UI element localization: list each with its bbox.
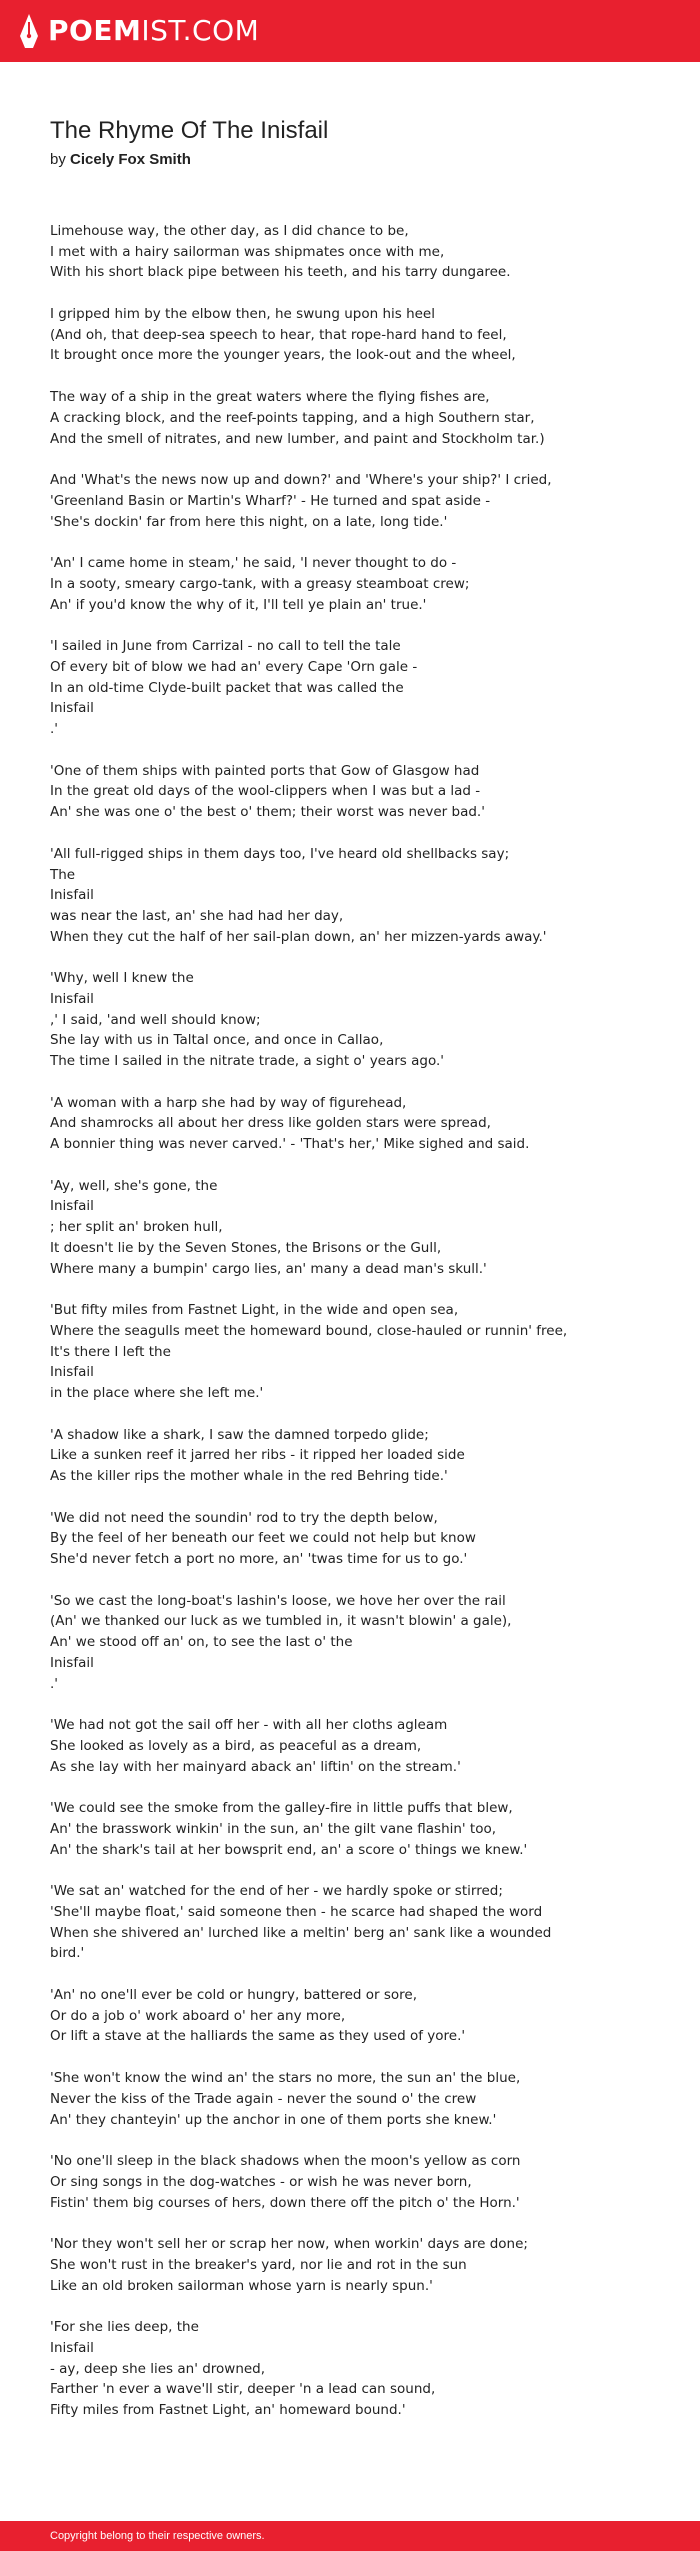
poem-line: 'I sailed in June from Carrizal - no call to tell the tale	[50, 638, 401, 655]
poem-line: 'A woman with a harp she had by way of figurehead,	[50, 1094, 407, 1111]
poem-line: Where many a bumpin' cargo lies, an' many a dead man's skull.'	[50, 1260, 487, 1277]
stanza	[50, 304, 670, 366]
stanza	[50, 761, 670, 823]
poem-line: A cracking block, and the reef-points tapping, and a high Southern star,	[50, 409, 535, 426]
stanza	[50, 1985, 670, 2047]
logo-bold-text: POEM	[48, 14, 142, 47]
byline-prefix: by	[50, 151, 66, 168]
poem-line: Inisfail	[50, 990, 94, 1007]
stanza	[50, 2234, 670, 2296]
poem-line: Or lift a stave at the halliards the same as they used of yore.'	[50, 2028, 466, 2045]
stanza	[50, 1508, 670, 1570]
poem-line: 'No one'll sleep in the black shadows when the moon's yellow as corn	[50, 2153, 521, 2170]
poem-line: It doesn't lie by the Seven Stones, the Brisons or the Gull,	[50, 1239, 442, 1256]
logo-light-text: IST.COM	[141, 14, 260, 47]
poem-line: 'So we cast the long-boat's lashin's loose, we hove her over the rail	[50, 1592, 506, 1609]
stanza	[50, 221, 670, 283]
poem-line: 'Greenland Basin or Martin's Wharf?' - He turned and spat aside -	[50, 492, 491, 509]
poem-line: Of every bit of blow we had an' every Cape 'Orn gale -	[50, 659, 418, 675]
poem-line: 'We could see the smoke from the galley-fire in little puffs that blew,	[50, 1800, 513, 1817]
poem-line: 'We had not got the sail off her - with all her cloths agleam	[50, 1717, 448, 1734]
poem-line: 'We sat an' watched for the end of her - we hardly spoke or stirred;	[50, 1883, 503, 1900]
poem-line: 'For she lies deep, the	[50, 2319, 199, 2336]
stanza	[50, 470, 670, 532]
copyright-notice: Copyright belong to their respective owners.	[50, 2530, 265, 2542]
poem-line: (And oh, that deep-sea speech to hear, that rope-hard hand to feel,	[50, 326, 507, 343]
stanza	[50, 1591, 670, 1694]
poem-line: A bonnier thing was never carved.' - 'That's her,' Mike sighed and said.	[50, 1136, 530, 1153]
poem-line: The way of a ship in the great waters where the flying fishes are,	[50, 389, 490, 406]
poem-line: Farther 'n ever a wave'll stir, deeper 'n a lead can sound,	[50, 2381, 436, 2398]
poem-line: 'We did not need the soundin' rod to try the depth below,	[50, 1509, 438, 1526]
poem-line: She'd never fetch a port no more, an' 'twas time for us to go.'	[50, 1551, 468, 1568]
poem-line: Inisfail	[50, 2340, 94, 2356]
poem-line: - ay, deep she lies an' drowned,	[50, 2360, 266, 2377]
stanza	[50, 2068, 670, 2130]
poem-line: 'An' no one'll ever be cold or hungry, battered or sore,	[50, 1987, 417, 2004]
poem-line: Limehouse way, the other day, as I did chance to be,	[50, 223, 409, 239]
poem-line: Never the kiss of the Trade again - never the sound o' the crew	[50, 2090, 477, 2107]
poem-line: With his short black pipe between his teeth, and his tarry dungaree.	[50, 264, 511, 281]
site-logo[interactable]	[18, 13, 259, 49]
stanza	[50, 844, 670, 947]
stanza	[50, 553, 670, 615]
poem-line: in the place where she left me.'	[50, 1384, 264, 1401]
poem-byline	[50, 150, 191, 170]
poem-line: 'She won't know the wind an' the stars no more, the sun an' the blue,	[50, 2070, 521, 2087]
poem-line: Inisfail	[50, 887, 94, 904]
poem-line: The	[50, 866, 76, 883]
poem-line: The time I sailed in the nitrate trade, a sight o' years ago.'	[50, 1053, 444, 1069]
poem-line: Fifty miles from Fastnet Light, an' homeward bound.'	[50, 2402, 406, 2419]
site-header	[0, 0, 700, 62]
poem-line: 'All full-rigged ships in them days too, I've heard old shellbacks say;	[50, 845, 510, 862]
stanza	[50, 1798, 670, 1860]
poem-line: In a sooty, smeary cargo-tank, with a greasy steamboat crew;	[50, 575, 470, 592]
poem-line: Where the seagulls meet the homeward bound, close-hauled or runnin' free,	[50, 1322, 568, 1339]
poem-line: As she lay with her mainyard aback an' liftin' on the stream.'	[50, 1758, 461, 1775]
poem-line: 'Why, well I knew the	[50, 970, 194, 987]
poem-line: Inisfail	[50, 1654, 94, 1671]
poem-line: It's there I left the	[50, 1343, 171, 1360]
stanza	[50, 2317, 670, 2420]
poem-line: An' the shark's tail at her bowsprit end, an' a score o' things we knew.'	[50, 1841, 528, 1858]
poem-line: She lay with us in Taltal once, and once in Callao,	[50, 1032, 384, 1049]
pen-nib-icon	[18, 13, 40, 49]
poem-line: 'But fifty miles from Fastnet Light, in the wide and open sea,	[50, 1302, 459, 1319]
poem-line: Inisfail	[50, 1364, 94, 1381]
poem-line: By the feel of her beneath our feet we could not help but know	[50, 1530, 476, 1547]
poem-line: She won't rust in the breaker's yard, nor lie and rot in the sun	[50, 2256, 467, 2273]
poem-line: Like an old broken sailorman whose yarn is nearly spun.'	[50, 2277, 433, 2294]
poem-line: .'	[50, 1675, 59, 1692]
poem-author[interactable]: Cicely Fox Smith	[70, 151, 191, 168]
poem-line: 'One of them ships with painted ports that Gow of Glasgow had	[50, 762, 480, 779]
poem-line: Inisfail	[50, 1198, 94, 1215]
stanza	[50, 1176, 670, 1279]
poem-line: In an old-time Clyde-built packet that was called the	[50, 679, 404, 696]
poem-line: When she shivered an' lurched like a meltin' berg an' sank like a wounded	[50, 1924, 552, 1941]
poem-line: 'She'll maybe float,' said someone then - he scarce had shaped the word	[50, 1904, 543, 1920]
poem-line: An' they chanteyin' up the anchor in one of them ports she knew.'	[50, 2111, 497, 2128]
stanza	[50, 1715, 670, 1777]
poem-line: And shamrocks all about her dress like golden stars were spread,	[50, 1115, 491, 1132]
poem-line: An' she was one o' the best o' them; their worst was never bad.'	[50, 804, 485, 821]
poem-line: ; her split an' broken hull,	[50, 1219, 223, 1236]
site-footer	[0, 2521, 700, 2551]
stanza	[50, 1425, 670, 1487]
poem-line: As the killer rips the mother whale in the red Behring tide.'	[50, 1468, 448, 1484]
stanza	[50, 1093, 670, 1155]
poem-line: Like a sunken reef it jarred her ribs - it ripped her loaded side	[50, 1447, 465, 1464]
poem-line: I met with a hairy sailorman was shipmates once with me,	[50, 243, 445, 260]
poem-line: And 'What's the news now up and down?' and 'Where's your ship?' I cried,	[50, 472, 552, 489]
poem-line: 'She's dockin' far from here this night, on a late, long tide.'	[50, 513, 448, 530]
stanza	[50, 387, 670, 449]
poem-line: Inisfail	[50, 700, 94, 717]
poem-line: It brought once more the younger years, the look-out and the wheel,	[50, 347, 516, 364]
poem-title: The Rhyme Of The Inisfail	[50, 117, 329, 144]
poem-line: I gripped him by the elbow then, he swung upon his heel	[50, 306, 435, 323]
poem-line: An' the brasswork winkin' in the sun, an' the gilt vane flashin' too,	[50, 1820, 497, 1837]
stanza	[50, 968, 670, 1071]
stanza	[50, 2151, 670, 2213]
poem-line: Fistin' them big courses of hers, down there off the pitch o' the Horn.'	[50, 2194, 520, 2211]
poem-line: 'A shadow like a shark, I saw the damned torpedo glide;	[50, 1426, 429, 1443]
poem-line: .'	[50, 721, 59, 738]
stanza	[50, 636, 670, 739]
poem-line: 'An' I came home in steam,' he said, 'I never thought to do -	[50, 555, 457, 572]
poem-line: ,' I said, 'and well should know;	[50, 1011, 261, 1028]
poem-line: (An' we thanked our luck as we tumbled in, it wasn't blowin' a gale),	[50, 1613, 512, 1630]
poem-line: She looked as lovely as a bird, as peaceful as a dream,	[50, 1737, 422, 1754]
poem-line: 'Nor they won't sell her or scrap her now, when workin' days are done;	[50, 2236, 528, 2253]
site-logo-text	[48, 13, 259, 49]
poem-line: An' we stood off an' on, to see the last o' the	[50, 1634, 353, 1651]
poem-body	[50, 221, 670, 2442]
poem-line: Or sing songs in the dog-watches - or wish he was never born,	[50, 2173, 472, 2190]
poem-line: bird.'	[50, 1945, 85, 1962]
stanza	[50, 1881, 670, 1964]
poem-line: In the great old days of the wool-clippers when I was but a lad -	[50, 783, 481, 800]
poem-line: When they cut the half of her sail-plan down, an' her mizzen-yards away.'	[50, 928, 547, 945]
poem-line: And the smell of nitrates, and new lumber, and paint and Stockholm tar.)	[50, 430, 545, 447]
poem-line: Or do a job o' work aboard o' her any more,	[50, 2007, 346, 2024]
poem-line: An' if you'd know the why of it, I'll tell ye plain an' true.'	[50, 596, 427, 613]
stanza	[50, 1300, 670, 1403]
poem-line: 'Ay, well, she's gone, the	[50, 1177, 218, 1194]
poem-line: was near the last, an' she had had her day,	[50, 907, 344, 924]
